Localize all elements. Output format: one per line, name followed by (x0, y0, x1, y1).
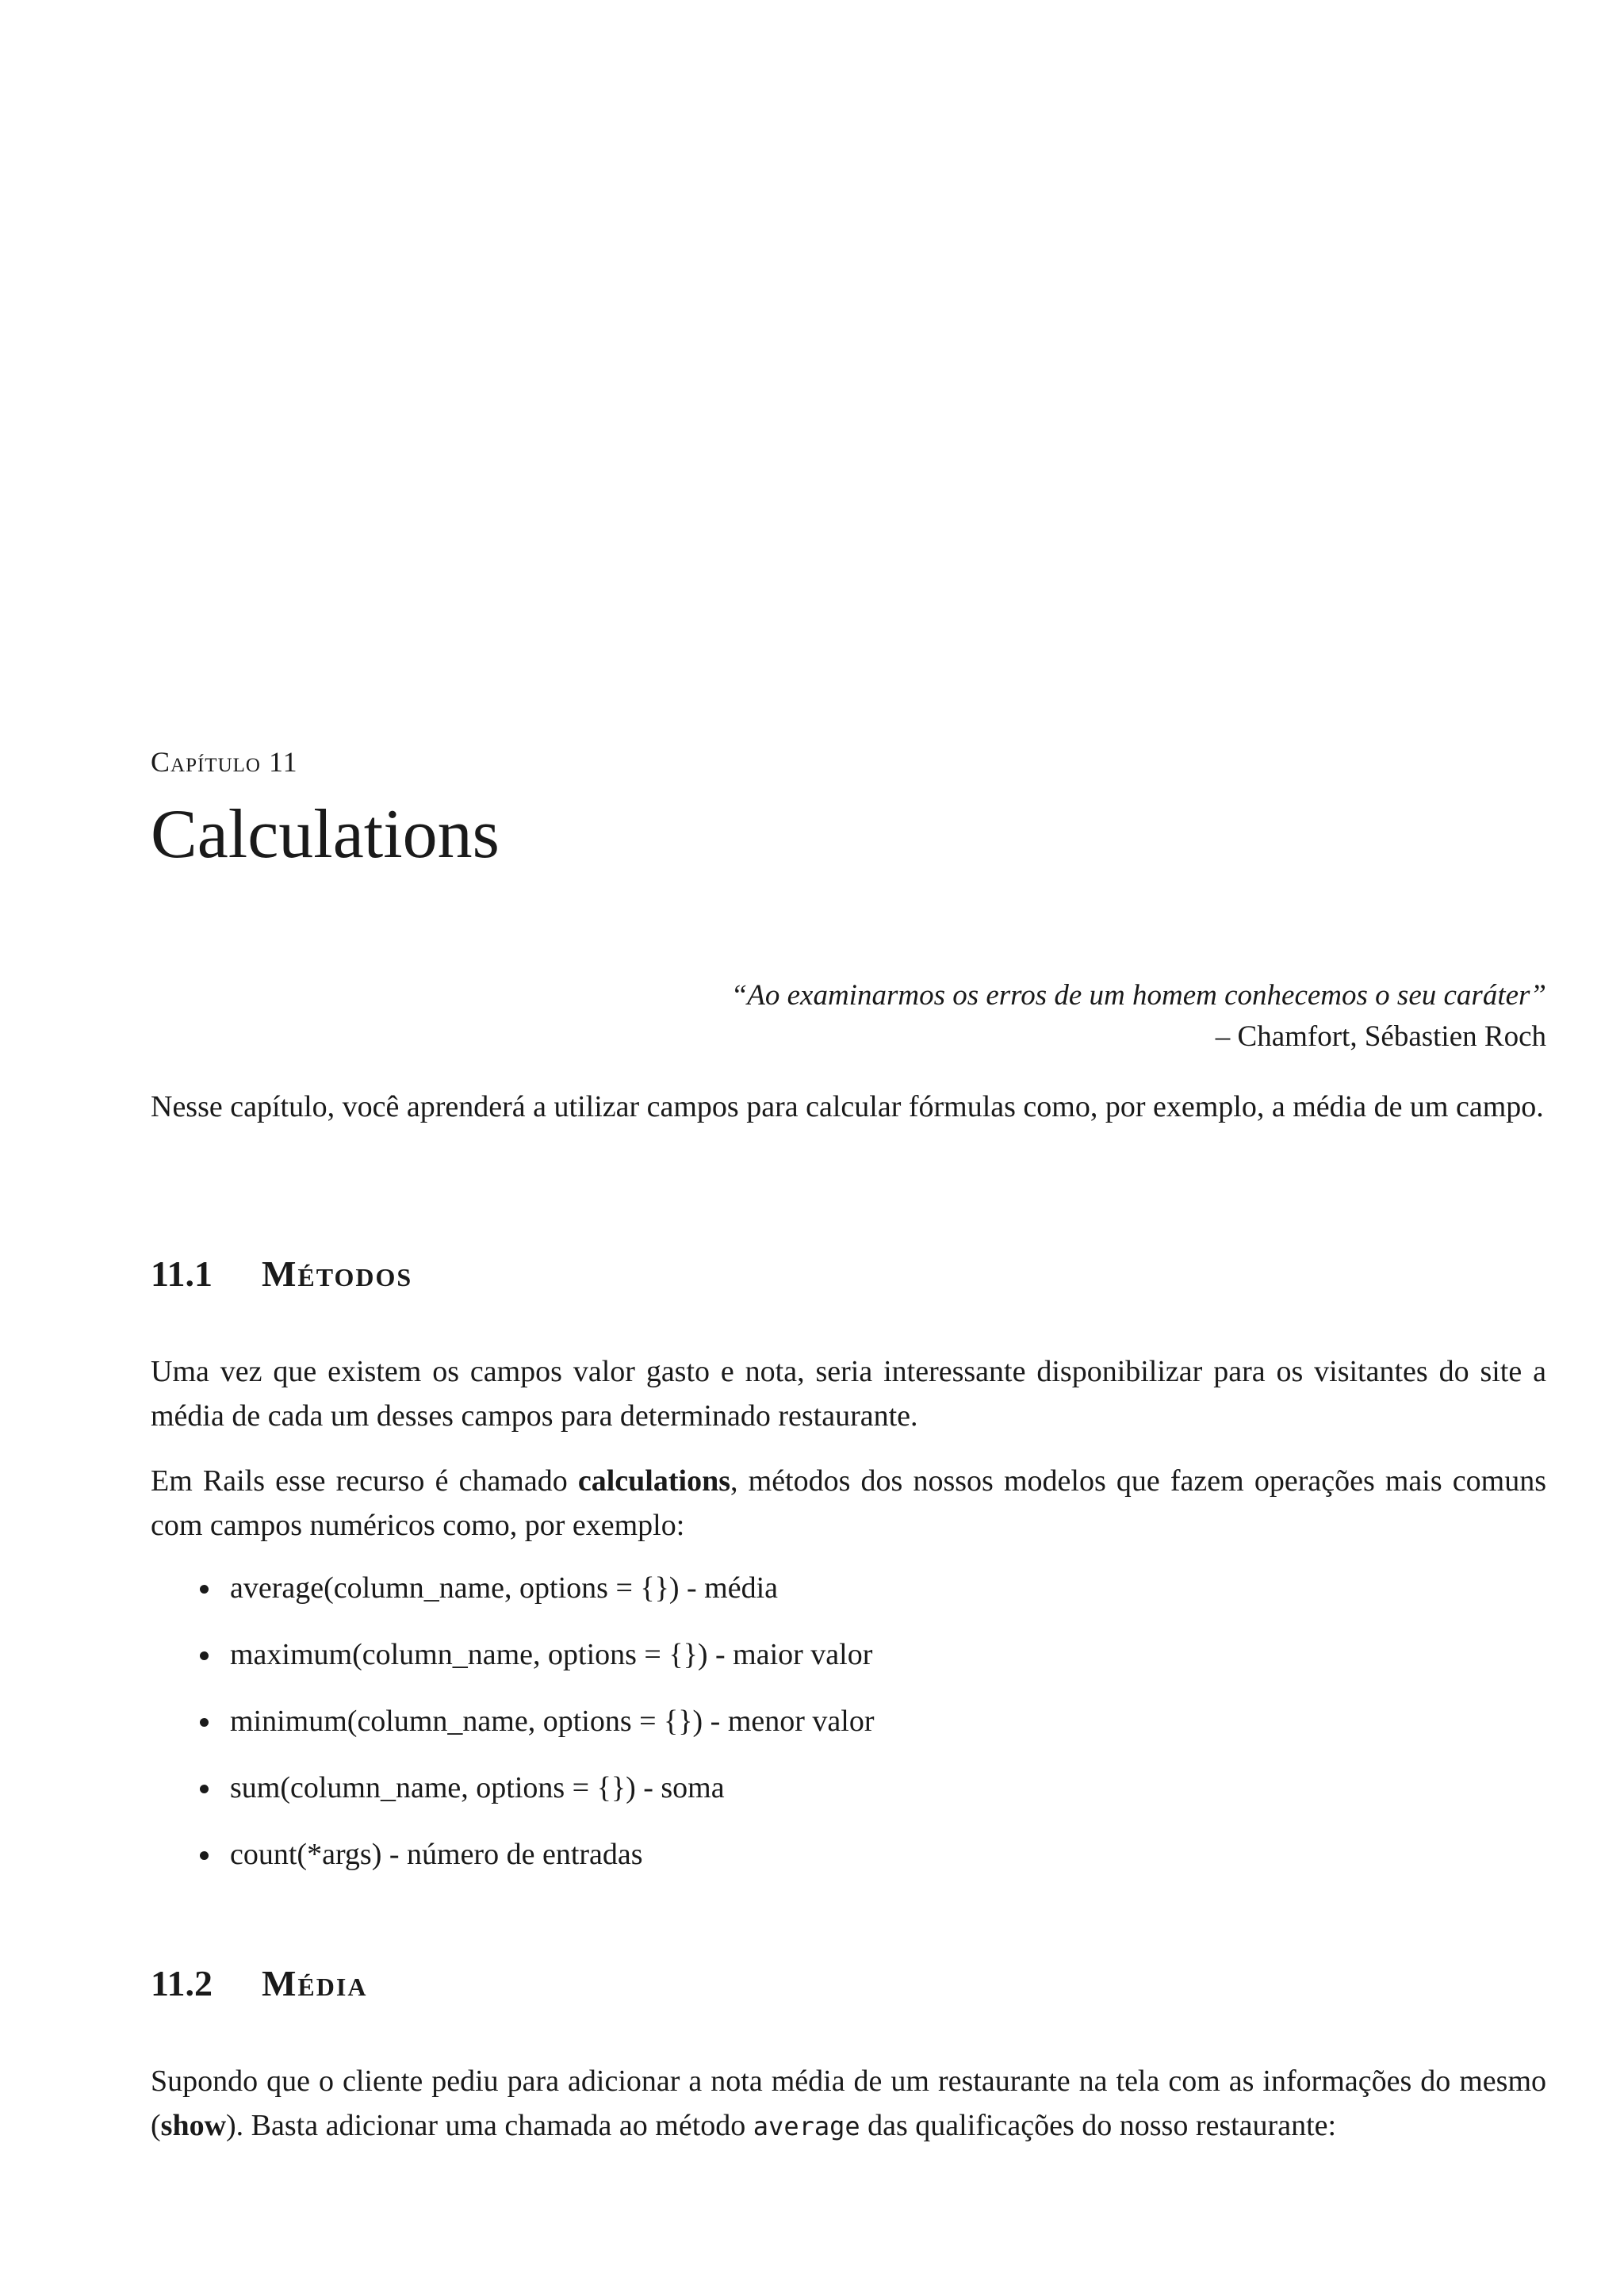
chapter-title: Calculations (151, 796, 500, 873)
para-text: ). Basta adicionar uma chamada ao método (226, 2109, 753, 2142)
inline-code: average (753, 2111, 860, 2141)
list-item-text: count(*args) - número de entradas (230, 1838, 643, 1871)
section-heading-11-2 (151, 1962, 367, 2004)
epigraph-quote: “Ao examinarmos os erros de um homem conhecemos o seu caráter” (730, 979, 1546, 1012)
chapter-label: Capítulo 11 (151, 746, 298, 778)
section2-paragraph (151, 2059, 1546, 2149)
list-item (151, 1699, 875, 1743)
list-item (151, 1766, 875, 1810)
bullet-icon (200, 1651, 209, 1660)
list-item-text: maximum(column_name, options = {}) - maior valor (230, 1638, 873, 1671)
section-title: Métodos (262, 1253, 413, 1294)
epigraph-author: – Chamfort, Sébastien Roch (1215, 1020, 1546, 1053)
para-text: das qualificações do nosso restaurante: (860, 2109, 1337, 2142)
para-text: Em Rails esse recurso é chamado (151, 1464, 578, 1498)
list-item (151, 1632, 875, 1677)
section-heading-11-1 (151, 1253, 412, 1295)
book-page (151, 0, 1546, 2296)
list-item-text: sum(column_name, options = {}) - soma (230, 1771, 725, 1804)
section-number: 11.2 (151, 1963, 213, 2003)
section1-paragraph-1: Uma vez que existem os campos valor gasto e nota, seria interessante disponibilizar para os visitantes do site a média de cada um desses campos para determinado restaurante. (151, 1355, 1546, 1433)
list-item-text: average(column_name, options = {}) - média (230, 1571, 779, 1605)
bold-term: calculations (577, 1464, 730, 1498)
section1-paragraph-2 (151, 1459, 1546, 1548)
bullet-icon (200, 1785, 209, 1793)
bullet-icon (200, 1585, 209, 1594)
list-item (151, 1832, 875, 1877)
list-item (151, 1566, 875, 1610)
para-text: , métodos dos nossos modelos que fazem operações mais comuns com campos numéricos como, por exemplo: (151, 1464, 1546, 1542)
section-number: 11.1 (151, 1253, 213, 1294)
bullet-icon (200, 1851, 209, 1860)
para-text: Supondo que o cliente pediu para adicionar a nota média de um restaurante na tela com as informações do mesmo ( (151, 2064, 1546, 2142)
bullet-icon (200, 1718, 209, 1727)
bold-term: show (160, 2109, 227, 2142)
list-item-text: minimum(column_name, options = {}) - menor valor (230, 1705, 875, 1738)
epigraph (151, 975, 1546, 1058)
section-title: Média (262, 1963, 368, 2003)
methods-list (151, 1566, 875, 1899)
intro-paragraph: Nesse capítulo, você aprenderá a utilizar campos para calcular fórmulas como, por exemplo, a média de um campo. (151, 1090, 1544, 1123)
